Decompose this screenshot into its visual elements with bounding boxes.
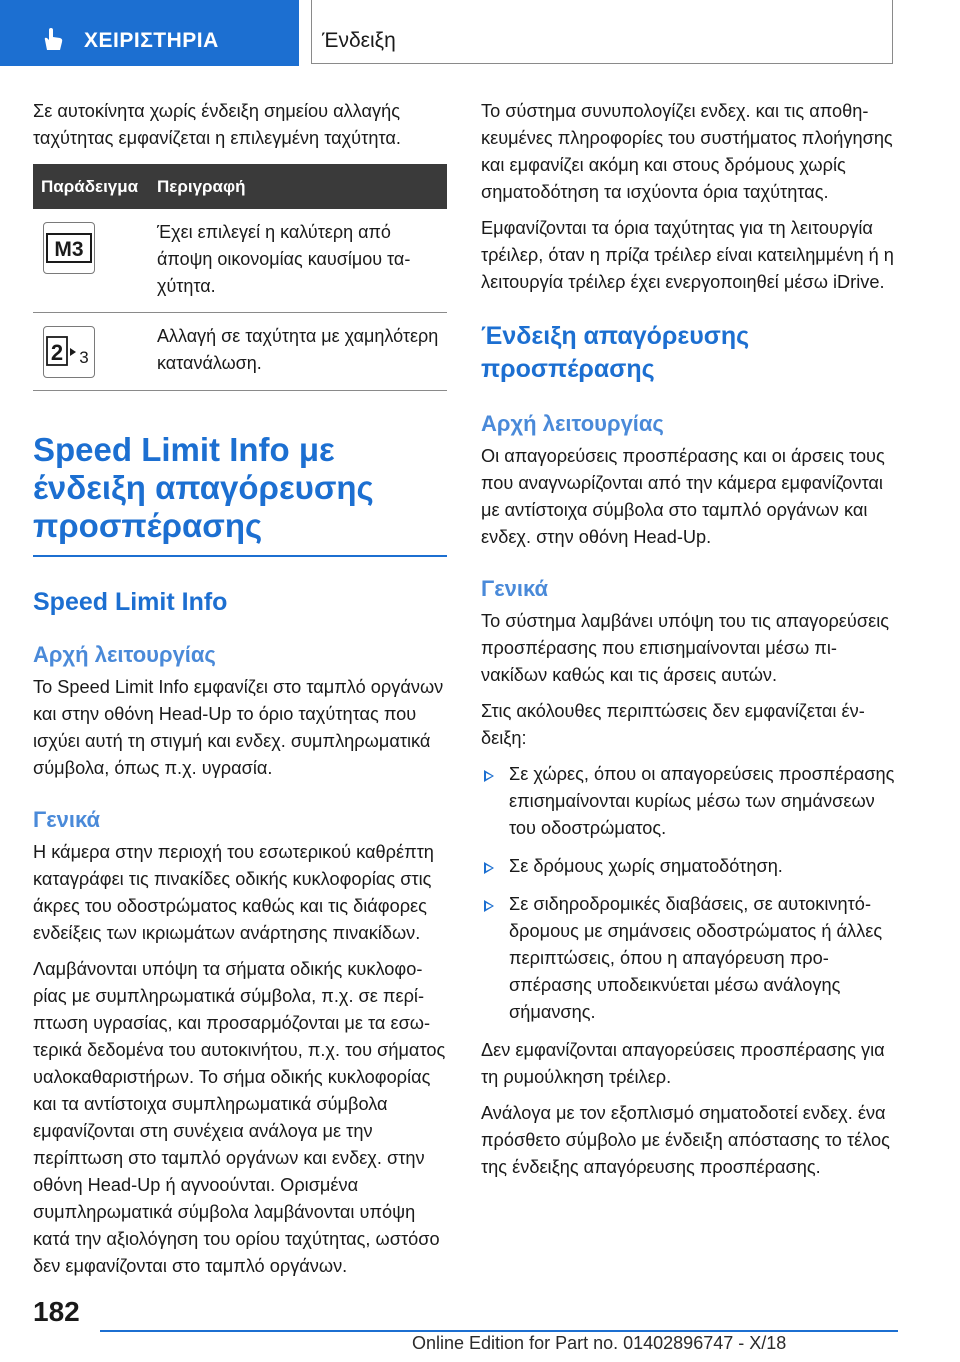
gear-indicator-table xyxy=(33,164,447,391)
no-display-list xyxy=(481,761,895,1026)
subheading-general: Γενικά xyxy=(481,576,549,601)
triangle-bullet-icon xyxy=(484,900,494,912)
principle-paragraph: Το Speed Limit Info εμφανίζει στο ταμπλό οργάνων και στην οθόνη Head-Up το όριο ταχύτητας που ισχύει αυτή τη στιγμή και ενδεχ. συμπληρωματικά σύμβολα, όπως π.χ. υγρασία. xyxy=(33,677,444,778)
section-title: ΧΕΙΡΙΣΤΗΡΙΑ xyxy=(84,29,219,52)
table-row xyxy=(33,209,447,313)
list-item: Σε δρόμους χωρίς σηματοδότηση. xyxy=(481,853,895,880)
general-paragraph-2: Στις ακόλουθες περιπτώσεις δεν εμφανίζεται ένδειξη: xyxy=(481,701,865,748)
shift-symbol-graphic xyxy=(46,335,92,369)
general-paragraph-1: Το σύστημα λαμβάνει υπόψη του τις απαγορεύσεις προσπέρασης που επισημαίνονται μέσω πινακίδων καθώς και τις άρσεις αυτών. xyxy=(481,611,890,685)
shift-to-gear: 3 xyxy=(79,348,89,367)
right-column xyxy=(481,98,895,1190)
table-header-row xyxy=(33,164,447,209)
m3-label: M3 xyxy=(54,238,84,261)
left-column xyxy=(33,98,447,1289)
section-tab[interactable] xyxy=(0,0,299,66)
general-paragraph-1: Η κάμερα στην περιοχή του εσωτερικού καθρέπτη καταγράφει τις πινακίδες οδικής κυκλοφορίας στις άκρες του οδοστρώματος καθώς και τις διάφορες ενδείξεις των ικριωμάτων ανάρτησης πινακίδων. xyxy=(33,842,434,943)
table-cell-symbol xyxy=(33,209,149,313)
subsection-frame xyxy=(311,0,893,64)
principle-paragraph: Οι απαγορεύσεις προσπέρασης και οι άρσεις τους που αναγνωρίζονται από την κάμερα εμφανίζονται με αντίστοιχα σύμβολα στο ταμπλό οργάνων και ενδεχ. στην οθόνη Head-Up. xyxy=(481,446,885,547)
edition-note: Online Edition for Part no. 01402896747 - X/18 xyxy=(412,1333,787,1353)
gear-shift-suggestion-icon xyxy=(43,326,95,378)
triangle-bullet-icon xyxy=(484,770,494,782)
manual-gear-m3-icon xyxy=(43,222,95,274)
table-row xyxy=(33,313,447,391)
subheading-general: Γενικά xyxy=(33,807,101,832)
hand-pointer-icon xyxy=(40,26,66,52)
table-cell-text: Αλλαγή σε ταχύτητα με χαμηλότερη κατανάλωση. xyxy=(149,313,447,391)
section-heading: Ένδειξη απαγόρευσης προσπέρασης xyxy=(481,322,750,383)
trailer-paragraph: Εμφανίζονται τα όρια ταχύτητας για τη λειτουργία τρέιλερ, όταν η πρίζα τρέιλερ είναι κατειλημμένη ή η λειτουργία τρέιλερ έχει ενεργοποιηθεί μέσω iDrive. xyxy=(481,218,894,292)
list-item: Σε χώρες, όπου οι απαγορεύσεις προσπέρασης επισημαίνονται κυρίως μέσω των σημάνσεων του οδοστρώματος. xyxy=(481,761,895,842)
table-header-description: Περιγραφή xyxy=(149,164,447,209)
intro-paragraph: Σε αυτοκίνητα χωρίς ένδειξη σημείου αλλαγής ταχύτητας εμφανίζεται η επιλεγμένη ταχύτητα. xyxy=(33,101,401,148)
list-item: Σε σιδηροδρομικές διαβάσεις, σε αυτοκινητόδρομους με σημάνσεις οδοστρώματος ή άλλες περιπτώσεις, όπου η απαγόρευση προσπέρασης υποδεικνύεται μέσω ανάλογης σήμανσης. xyxy=(481,891,895,1026)
section-heading: Speed Limit Info xyxy=(33,588,228,616)
distance-symbol-paragraph: Ανάλογα με τον εξοπλισμό σηματοδοτεί ενδεχ. ένα πρόσθετο σύμβολο με ένδειξη απόστασης το τέλος της ένδειξης απαγόρευσης προσπέρασης. xyxy=(481,1103,890,1177)
table-cell-text: Έχει επιλεγεί η καλύτερη από άποψη οικονομίας καυσίμου ταχύτητα. xyxy=(149,209,447,313)
table-header-example: Παράδειγμα xyxy=(33,164,149,209)
page-number: 182 xyxy=(33,1296,80,1327)
subheading-principle: Αρχή λειτουργίας xyxy=(481,411,664,436)
subheading-principle: Αρχή λειτουργίας xyxy=(33,642,216,667)
navigation-paragraph: Το σύστημα συνυπολογίζει ενδεχ. και τις αποθηκευμένες πληροφορίες του συστήματος πλοήγησης και εμφανίζει ακόμη και στους δρόμους χωρίς σηματοδότηση τα ισχύοντα όρια ταχύτητας. xyxy=(481,101,893,202)
chapter-heading: Speed Limit Info με ένδειξη απαγόρευσης προσπέρασης xyxy=(33,431,447,557)
table-cell-symbol xyxy=(33,313,149,391)
shift-arrow-icon xyxy=(70,348,76,356)
triangle-bullet-icon xyxy=(484,862,494,874)
footer-divider xyxy=(100,1330,898,1332)
trailer-towing-paragraph: Δεν εμφανίζονται απαγορεύσεις προσπέρασης για τη ρυμούλκηση τρέιλερ. xyxy=(481,1040,885,1087)
shift-from-gear: 2 xyxy=(50,340,64,365)
m3-symbol-graphic xyxy=(46,233,92,263)
subsection-title: Ένδειξη xyxy=(322,29,396,52)
general-paragraph-2: Λαμβάνονται υπόψη τα σήματα οδικής κυκλοφορίας με συμπληρωματικά σύμβολα, π.χ. σε περίπτωση υγρασίας, και προσαρμόζονται με τα εσωτερικά δεδομένα του αυτοκινήτου, π.χ. του σήματος υαλοκαθαριστήρων. Το σήμα οδικής κυκλοφορίας και τα αντίστοιχα συμπληρωματικά σύμβολα εμφανίζονται στη συνέχεια ανάλογα με την περίπτωση στο ταμπλό οργάνων και ενδεχ. στην οθόνη Head-Up ή αγνοούνται. Ορισμένα συμπληρωματικά σύμβολα λαμβάνονται υπόψη κατά την αξιολόγηση του ορίου ταχύτητας, ωστόσο δεν εμφανίζονται στο ταμπλό οργάνων. xyxy=(33,959,446,1276)
